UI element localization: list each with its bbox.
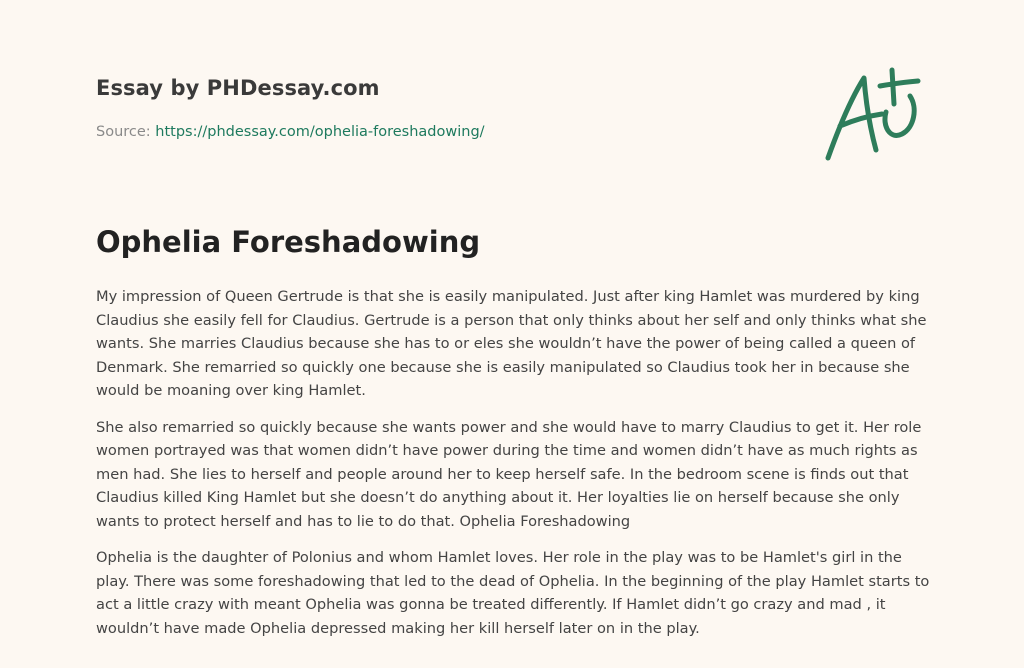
essay-paragraph: My impression of Queen Gertrude is that she is easily manipulated. Just after king Hamlet was murdered by king Claudius she easily fell for Claudius. Gertrude is a person that only thinks about her self and only thinks what she wants. She marries Claudius because she has to or eles she wouldn’t have the power of being called a queen of Denmark. She remarried so quickly one because she is easily manipulated so Claudius took her in because she would be moaning over king Hamlet. <box>96 288 927 399</box>
brand-title: Essay by PHDessay.com <box>96 76 380 100</box>
a-plus-grade-logo-icon <box>820 64 930 164</box>
essay-title: Ophelia Foreshadowing <box>96 225 481 259</box>
source-label: Source: <box>96 124 151 140</box>
source-link[interactable]: https://phdessay.com/ophelia-foreshadowing/ <box>155 124 485 140</box>
site-header <box>96 76 796 100</box>
source-line <box>96 124 485 140</box>
essay-body <box>96 285 936 653</box>
essay-paragraph: Ophelia is the daughter of Polonius and whom Hamlet loves. Her role in the play was to be Hamlet's girl in the play. There was some foreshadowing that led to the dead of Ophelia. In the beginning of the play Hamlet starts to act a little crazy with meant Ophelia was gonna be treated differently. If Hamlet didn’t go crazy and mad , it wouldn’t have made Ophelia depressed making her kill herself later on in the play. <box>96 549 930 637</box>
essay-paragraph: She also remarried so quickly because she wants power and she would have to marry Claudius to get it. Her role women portrayed was that women didn’t have power during the time and women didn’t have as much rights as men had. She lies to herself and people around her to keep herself safe. In the bedroom scene is finds out that Claudius killed King Hamlet but she doesn’t do anything about it. Her loyalties lie on herself because she only wants to protect herself and has to lie to do that. Ophelia Foreshadowing <box>96 418 922 530</box>
